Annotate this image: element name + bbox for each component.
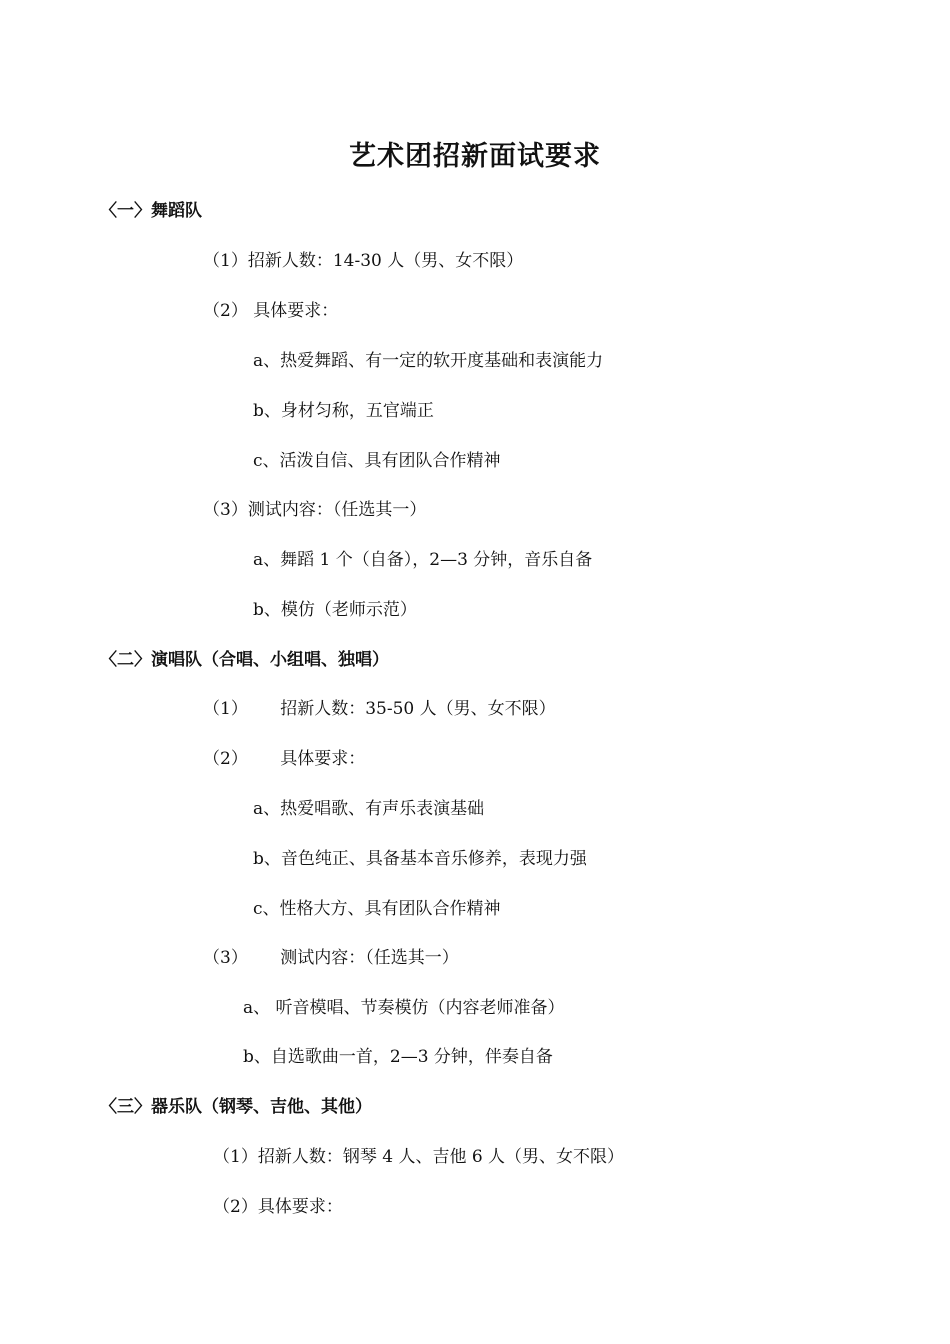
dance-recruit-count: （1）招新人数：14-30 人（男、女不限） (203, 251, 524, 271)
dance-test-label: （3）测试内容：（任选其一） (203, 500, 427, 520)
instrumental-requirements-label: （2）具体要求： (213, 1197, 343, 1217)
singing-requirement-c: c、性格大方、具有团队合作精神 (253, 899, 501, 919)
singing-recruit-count: （1） 招新人数：35-50 人（男、女不限） (203, 699, 556, 719)
singing-test-b: b、自选歌曲一首，2—3 分钟，伴奏自备 (243, 1047, 553, 1067)
section-heading-dance: 〈一〉舞蹈队 (100, 201, 202, 221)
dance-requirement-a: a、热爱舞蹈、有一定的软开度基础和表演能力 (253, 351, 604, 371)
dance-test-b: b、模仿（老师示范） (253, 600, 417, 620)
singing-test-a: a、 听音模唱、节奏模仿（内容老师准备） (243, 998, 565, 1018)
dance-requirement-b: b、身材匀称，五官端正 (253, 401, 434, 421)
section-heading-singing: 〈二〉演唱队（合唱、小组唱、独唱） (100, 650, 389, 670)
singing-requirement-b: b、音色纯正、具备基本音乐修养，表现力强 (253, 849, 587, 869)
singing-test-label: （3） 测试内容：（任选其一） (203, 948, 459, 968)
section-heading-instrumental: 〈三〉器乐队（钢琴、吉他、其他） (100, 1097, 372, 1117)
dance-test-a: a、舞蹈 1 个（自备），2—3 分钟，音乐自备 (253, 550, 593, 570)
dance-requirement-c: c、活泼自信、具有团队合作精神 (253, 451, 501, 471)
singing-requirement-a: a、热爱唱歌、有声乐表演基础 (253, 799, 485, 819)
dance-requirements-label: （2） 具体要求： (203, 301, 339, 321)
instrumental-recruit-count: （1）招新人数：钢琴 4 人、吉他 6 人（男、女不限） (213, 1147, 625, 1167)
singing-requirements-label: （2） 具体要求： (203, 749, 366, 769)
page-title: 艺术团招新面试要求 (349, 141, 601, 172)
